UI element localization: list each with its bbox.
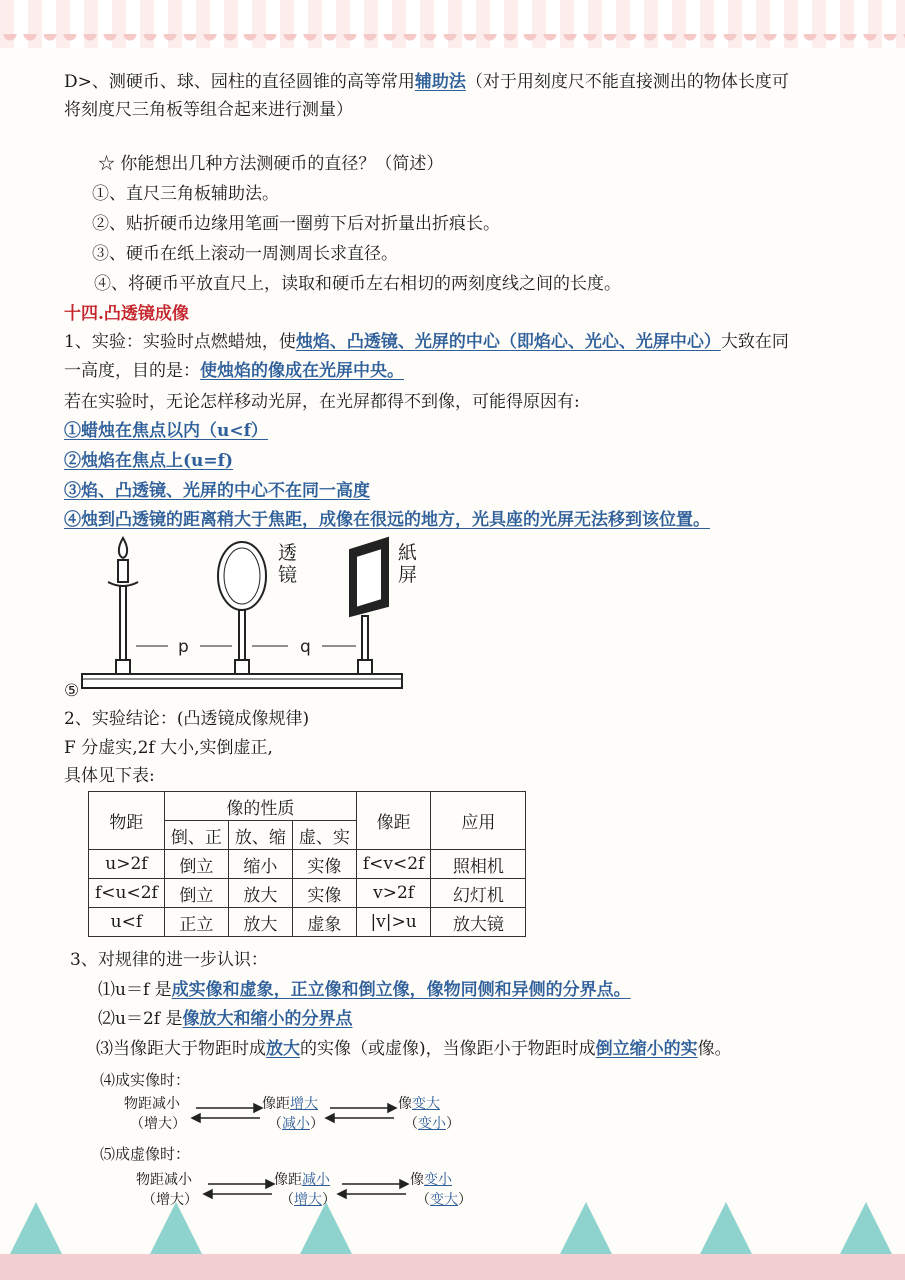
point-text: 的实像（或虚像)，当像距小于物距时成: [300, 1039, 596, 1059]
question-item-4: ④、将硬币平放直尺上，读取和硬币左右相切的两刻度线之间的长度。: [94, 274, 621, 294]
real-object-distance: 物距减小: [124, 1096, 180, 1112]
experiment-line-2: [64, 359, 404, 383]
intro-text: D>、测硬币、球、园柱的直径圆锥的高等常用: [64, 72, 415, 92]
reason-2: ②烛焰在焦点上(u=f): [64, 451, 234, 471]
section-heading: 十四.凸透镜成像: [64, 304, 189, 324]
diagram-highlight: 变大: [430, 1192, 458, 1208]
virtual-object-distance: 物距减小: [136, 1172, 192, 1188]
intro-line-1: [64, 70, 789, 94]
further-point-1: [98, 978, 631, 1002]
table-cell: 实像: [292, 879, 356, 908]
point-highlight: 倒立缩小的实: [595, 1039, 698, 1059]
diagram-text: （: [268, 1116, 282, 1132]
sub-header: 虚、实: [292, 821, 356, 850]
table-cell: v>2f: [356, 879, 431, 908]
diagram-text: ）: [310, 1116, 324, 1132]
diagram-text: （: [416, 1192, 430, 1208]
table-cell: 倒立: [164, 850, 228, 879]
experiment-purpose: 使烛焰的像成在光屏中央。: [200, 361, 404, 381]
table-cell: 放大镜: [431, 908, 526, 937]
point-text: ⑶当像距大于物距时成: [96, 1039, 266, 1059]
intro-text-tail: （对于用刻度尺不能直接测出的物体长度可: [465, 72, 789, 92]
table-cell: 虚象: [292, 908, 356, 937]
diagram-text: 像: [398, 1096, 412, 1112]
point-highlight: 成实像和虚象，正立像和倒立像，像物同侧和异侧的分界点。: [171, 980, 631, 1000]
experiment-line-1: [64, 330, 789, 354]
real-arrows: [190, 1100, 450, 1126]
diagram-text: 像: [410, 1172, 424, 1188]
point-text: 像。: [697, 1039, 732, 1059]
table-row: [89, 879, 526, 908]
lens-label: 透镜: [278, 542, 298, 586]
table-cell: f<u<2f: [89, 879, 165, 908]
top-decoration: [0, 0, 905, 48]
bottom-decoration: [0, 1190, 905, 1280]
diagram-text: ）: [446, 1116, 460, 1132]
further-point-3: [96, 1037, 732, 1061]
further-point-5: ⑸成虚像时：: [100, 1145, 191, 1163]
p-label: p: [178, 637, 189, 657]
diagram-text: ）: [322, 1192, 336, 1208]
sub-header: 倒、正: [164, 821, 228, 850]
q-label: q: [300, 637, 311, 657]
table-cell: u<f: [89, 908, 165, 937]
lens-rule-table: [88, 791, 526, 937]
sub-header: 放、缩: [228, 821, 292, 850]
table-row: [89, 850, 526, 879]
diagram-highlight: 变小: [424, 1172, 452, 1188]
diagram-highlight: 增大: [294, 1192, 322, 1208]
table-cell: 实像: [292, 850, 356, 879]
figure-marker: ⑤: [64, 681, 80, 701]
reason-1: ①蜡烛在焦点以内（u<f）: [64, 421, 268, 441]
reason-3: ③焰、凸透镜、光屏的中心不在同一高度: [64, 481, 370, 501]
further-title: 3、对规律的进一步认识：: [70, 950, 268, 970]
diagram-highlight: 变小: [418, 1116, 446, 1132]
point-label: ⑴u＝f 是: [98, 980, 172, 1000]
real-object-distance-alt: （增大）: [130, 1116, 186, 1132]
table-cell: |v|>u: [356, 908, 431, 937]
experiment-highlight: 烛焰、凸透镜、光屏的中心（即焰心、光心、光屏中心）: [295, 332, 721, 352]
diagram-text: 像距: [274, 1172, 302, 1188]
intro-line-2: 将刻度尺三角板等组合起来进行测量）: [64, 100, 353, 120]
further-point-2: [98, 1007, 352, 1031]
question-item-3: ③、硬币在纸上滚动一周测周长求直径。: [92, 244, 398, 264]
experiment-purpose-label: 一高度，目的是：: [64, 361, 200, 381]
point-highlight: 放大: [266, 1039, 300, 1059]
screen-label: 紙屏: [398, 542, 418, 586]
experiment-text-tail: 大致在同: [720, 332, 789, 352]
intro-highlight: 辅助法: [414, 72, 466, 92]
table-cell: 照相机: [431, 850, 526, 879]
question-title: ☆ 你能想出几种方法测硬币的直径？（简述）: [98, 154, 444, 174]
reason-intro: 若在实验时，无论怎样移动光屏，在光屏都得不到像，可能得原因有:: [64, 392, 580, 412]
conclusion-title: 2、实验结论：(凸透镜成像规律): [64, 709, 310, 729]
point-highlight: 像放大和缩小的分界点: [182, 1009, 353, 1029]
reason-4: ④烛到凸透镜的距离稍大于焦距，成像在很远的地方，光具座的光屏无法移到该位置。: [64, 510, 710, 530]
further-point-4: ⑷成实像时：: [100, 1071, 191, 1089]
table-cell: 放大: [228, 908, 292, 937]
virtual-object-distance-alt: （增大）: [142, 1192, 198, 1208]
diagram-text: ）: [458, 1192, 472, 1208]
table-cell: f<v<2f: [356, 850, 431, 879]
table-cell: 幻灯机: [431, 879, 526, 908]
table-row: [89, 908, 526, 937]
table-intro: 具体见下表:: [64, 766, 155, 786]
diagram-highlight: 变大: [412, 1096, 440, 1112]
header-image-nature: 像的性质: [164, 792, 356, 821]
table-cell: u>2f: [89, 850, 165, 879]
point-label: ⑵u＝2f 是: [98, 1009, 183, 1029]
diagram-text: 像距: [262, 1096, 290, 1112]
experiment-text: 1、实验：实验时点燃蜡烛，使: [64, 332, 296, 352]
table-cell: 正立: [164, 908, 228, 937]
conclusion-rule: F 分虚实,2f 大小,实倒虚正,: [64, 738, 273, 758]
table-cell: 倒立: [164, 879, 228, 908]
diagram-text: （: [280, 1192, 294, 1208]
diagram-highlight: 减小: [302, 1172, 330, 1188]
question-item-2: ②、贴折硬币边缘用笔画一圈剪下后对折量出折痕长。: [92, 214, 500, 234]
table-cell: 放大: [228, 879, 292, 908]
question-item-1: ①、直尺三角板辅助法。: [92, 184, 279, 204]
diagram-highlight: 减小: [282, 1116, 310, 1132]
header-object-distance: 物距: [89, 792, 165, 850]
optical-bench-figure: [60, 536, 430, 702]
diagram-text: （: [404, 1116, 418, 1132]
table-cell: 缩小: [228, 850, 292, 879]
diagram-highlight: 增大: [290, 1096, 318, 1112]
header-application: 应用: [431, 792, 526, 850]
header-image-distance: 像距: [356, 792, 431, 850]
